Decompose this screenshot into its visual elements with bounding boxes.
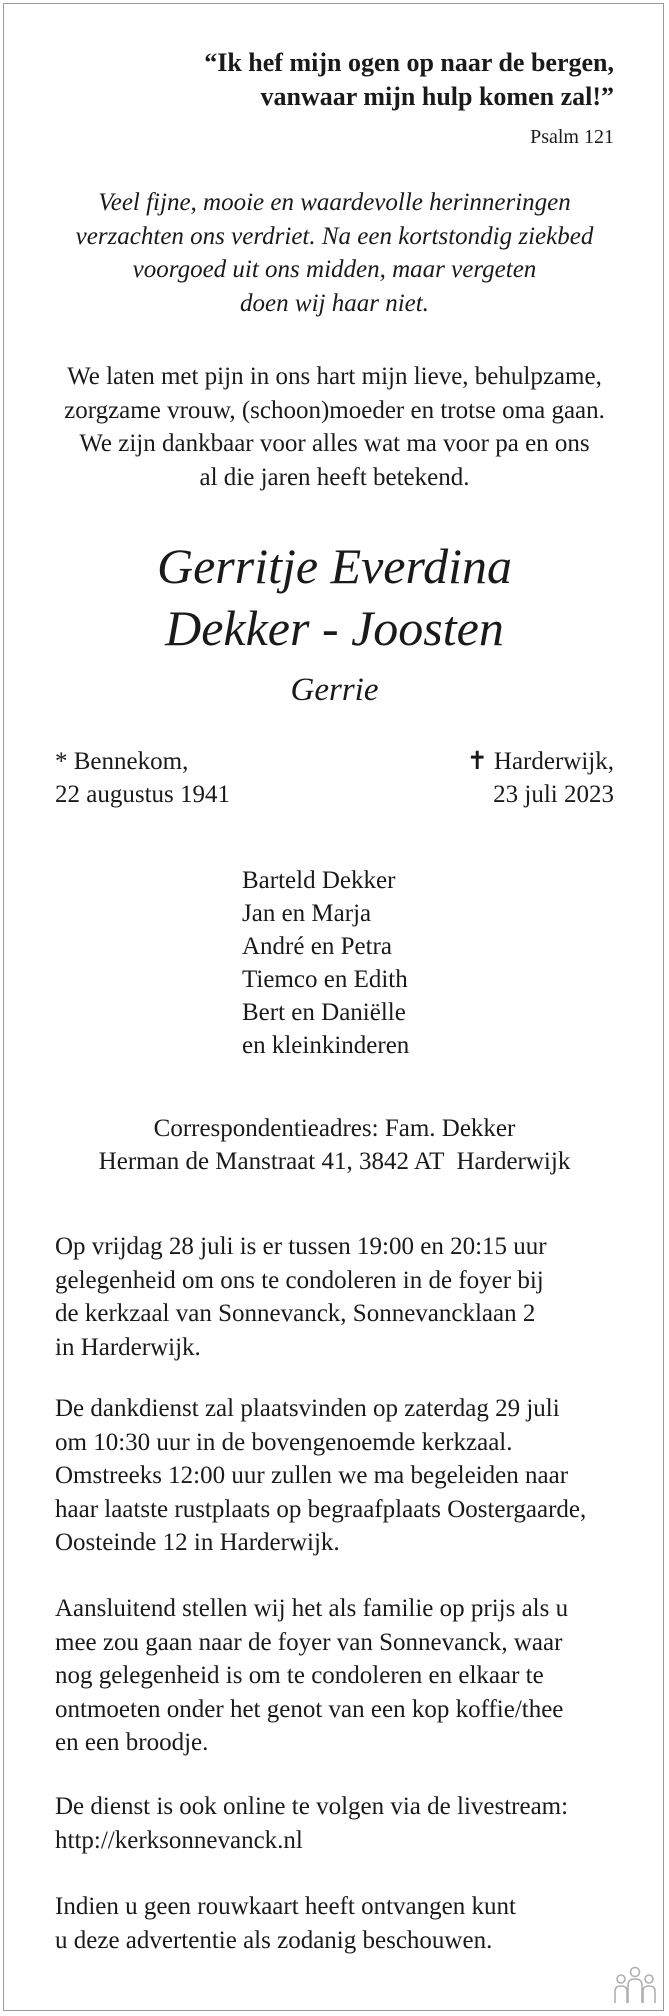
text-line: in Harderwijk. (55, 1333, 201, 1361)
condolence-notice (55, 1230, 614, 1364)
text-line: al die jaren heeft betekend. (199, 463, 470, 491)
text-line: de kerkzaal van Sonnevanck, Sonnevancklaan 2 (55, 1300, 536, 1327)
text-line: haar laatste rustplaats op begraafplaats Oostergaarde, (55, 1495, 587, 1523)
text-line: u deze advertentie als zodanig beschouwen. (55, 1926, 493, 1954)
quote-source: Psalm 121 (530, 126, 614, 148)
family-member: Jan en Marja (242, 900, 372, 927)
text-line: We zijn dankbaar voor alles wat ma voor pa en ons (79, 430, 590, 457)
family-member: en kleinkinderen (242, 1032, 410, 1059)
text-line: De dankdienst zal plaatsvinden op zaterdag 29 juli (55, 1395, 560, 1422)
family-list (242, 864, 409, 1062)
text-line: Indien u geen rouwkaart heeft ontvangen kunt (55, 1893, 516, 1920)
address-line: Correspondentieadres: Fam. Dekker (153, 1115, 516, 1142)
text-line: mee zou gaan naar de foyer van Sonnevanck, waar (55, 1628, 563, 1656)
birth-place: * Bennekom, (55, 748, 189, 775)
intro-text (55, 360, 614, 494)
deceased-name (55, 535, 614, 659)
family-figures-logo-icon (612, 1965, 658, 2005)
livestream-link[interactable]: http://kerksonnevanck.nl (55, 1826, 303, 1854)
text-line: om 10:30 uur in de bovengenoemde kerkzaal. (55, 1428, 513, 1456)
name-line: Gerritje Everdina (156, 538, 512, 594)
text-line: nog gelegenheid is om te condoleren en elkaar te (55, 1662, 544, 1689)
deceased-nickname: Gerrie (290, 672, 379, 708)
text-line: Oosteinde 12 in Harderwijk. (55, 1529, 340, 1556)
service-notice (55, 1392, 614, 1560)
quote-line: vanwaar mijn hulp komen zal!” (260, 82, 614, 111)
text-line: doen wij haar niet. (240, 289, 429, 317)
no-card-notice (55, 1890, 614, 1957)
text-line: We laten met pijn in ons hart mijn lieve, behulpzame, (67, 363, 602, 390)
address-line: Herman de Manstraat 41, 3842 AT Harderwijk (98, 1148, 571, 1175)
life-dates (55, 745, 614, 815)
text-line: verzachten ons verdriet. Na een kortstondig ziekbed (75, 222, 594, 250)
text-line: Veel fijne, mooie en waardevolle herinneringen (98, 189, 571, 216)
death-date: 23 juli 2023 (493, 781, 614, 808)
intro-italic-text (55, 186, 614, 320)
text-line: voorgoed uit ons midden, maar vergeten (132, 256, 537, 283)
death-info (467, 745, 614, 811)
text-line: De dienst is ook online te volgen via de livestream: (55, 1793, 569, 1820)
text-line: zorgzame vrouw, (schoon)moeder en trotse oma gaan. (64, 396, 605, 424)
family-member: André en Petra (242, 933, 392, 960)
correspondence-address (55, 1112, 614, 1178)
birth-date: 22 augustus 1941 (55, 781, 230, 808)
family-member: Bert en Daniëlle (242, 999, 406, 1026)
psalm-quote (55, 46, 614, 114)
text-line: Aansluitend stellen wij het als familie op prijs als u (55, 1595, 569, 1622)
text-line: Omstreeks 12:00 uur zullen we ma begeleiden naar (55, 1462, 569, 1489)
text-line: gelegenheid om ons te condoleren in de foyer bij (55, 1266, 544, 1294)
family-member: Barteld Dekker (242, 867, 396, 894)
text-line: Op vrijdag 28 juli is er tussen 19:00 en 20:15 uur (55, 1233, 547, 1260)
family-member: Tiemco en Edith (242, 966, 408, 993)
text-line: en een broodje. (55, 1729, 209, 1756)
name-line: Dekker - Joosten (165, 600, 504, 656)
death-place: ✝ Harderwijk, (466, 748, 614, 775)
quote-line: “Ik hef mijn ogen op naar de bergen, (204, 48, 614, 77)
livestream-notice (55, 1790, 614, 1857)
birth-info (55, 745, 230, 811)
afterwards-notice (55, 1592, 614, 1760)
text-line: ontmoeten onder het genot van een kop koffie/thee (55, 1695, 564, 1723)
